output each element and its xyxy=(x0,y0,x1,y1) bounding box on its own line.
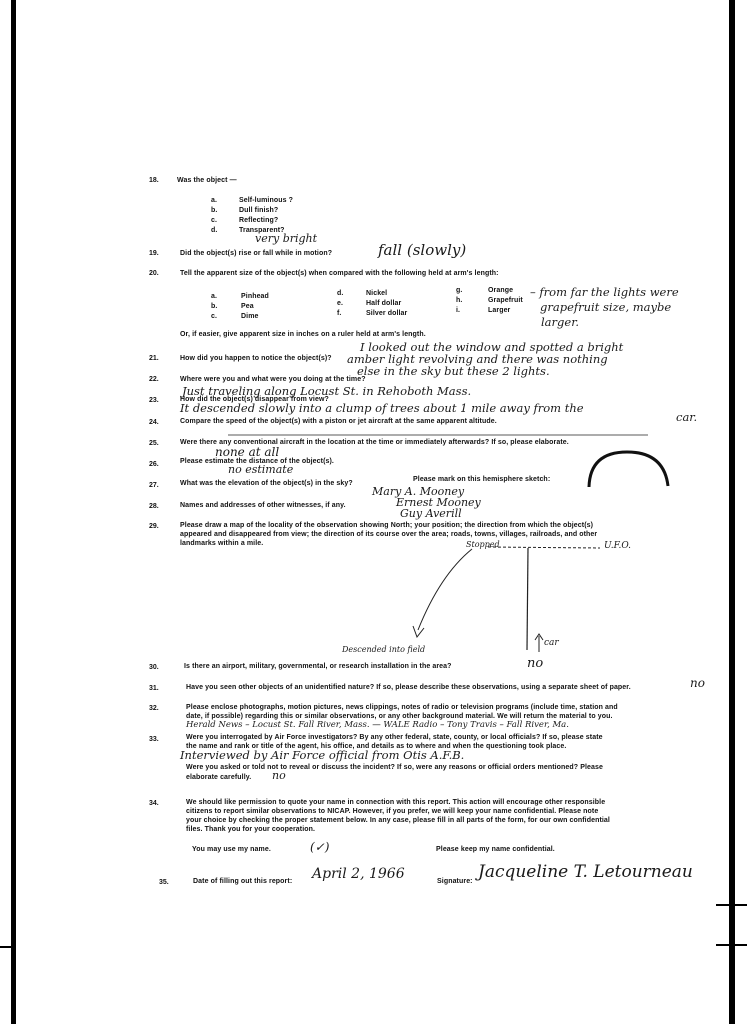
q24-number: 24. xyxy=(149,419,159,426)
q20-letter: g. xyxy=(456,287,463,294)
hemisphere-sketch xyxy=(589,452,668,487)
q18-option-letter: a. xyxy=(211,197,218,204)
q21-answer: I looked out the window and spotted a bright xyxy=(360,340,624,354)
q31-question: Have you seen other objects of an unidentified nature? If so, please describe these observations, using a separate sheet of paper. xyxy=(186,684,631,691)
q20-label: Dime xyxy=(241,313,259,320)
q32-question: date, if possible) regarding this or similar observations, or any other background material. We will return the material to you. xyxy=(186,713,613,720)
q20-label: Nickel xyxy=(366,290,388,297)
q22-question: Where were you and what were you doing at the time? xyxy=(180,376,366,383)
q18-option-label: Transparent? xyxy=(239,227,285,234)
report-date: April 2, 1966 xyxy=(312,866,405,882)
q20-label: Grapefruit xyxy=(488,297,523,304)
q26-number: 26. xyxy=(149,461,159,468)
q25-number: 25. xyxy=(149,440,159,447)
signature: Jacqueline T. Letourneau xyxy=(478,862,693,882)
q22-number: 22. xyxy=(149,376,159,383)
q26-question: Please estimate the distance of the object(s). xyxy=(180,458,334,465)
q32-number: 32. xyxy=(149,705,159,712)
q20-letter: d. xyxy=(337,290,344,297)
q29-question: landmarks within a mile. xyxy=(180,540,264,547)
q35-date-label: Date of filling out this report: xyxy=(193,878,293,885)
q23-answer: It descended slowly into a clump of trees about 1 mile away from the xyxy=(180,401,584,415)
q19-answer: fall (slowly) xyxy=(378,241,467,259)
map-ufo-path xyxy=(488,547,600,548)
q20-label: Silver dollar xyxy=(366,310,408,317)
q27-number: 27. xyxy=(149,482,159,489)
q32-question: Please enclose photographs, motion pictures, news clippings, notes of radio or television programs (include time, station and xyxy=(186,704,618,711)
q20-label: Pea xyxy=(241,303,254,310)
q34-text: We should like permission to quote your name in connection with this report. This action will encourage other responsible xyxy=(186,799,606,806)
q21-answer: amber light revolving and there was nothing xyxy=(347,352,608,366)
map-label-stopped: Stopped xyxy=(466,540,500,549)
q31-number: 31. xyxy=(149,685,159,692)
q20-label: Larger xyxy=(488,307,511,314)
q33-answer: no xyxy=(272,769,286,782)
signature-label: Signature: xyxy=(437,878,473,885)
q18-option-letter: c. xyxy=(211,217,218,224)
q21-number: 21. xyxy=(149,355,159,362)
q21-answer: else in the sky but these 2 lights. xyxy=(357,364,550,378)
q18-number: 18. xyxy=(149,177,159,184)
q20-alt-instruction: Or, if easier, give apparent size in inches on a ruler held at arm's length. xyxy=(180,331,426,338)
q33-question: the name and rank or title of the agent, his office, and details as to where and when the questioning took place. xyxy=(186,743,567,750)
q31-answer: no xyxy=(690,676,705,690)
q27-question: What was the elevation of the object(s) in the sky? xyxy=(180,480,353,487)
q29-question: Please draw a map of the locality of the observation showing North; your position; the direction from which the object(s) xyxy=(180,522,594,529)
q30-question: Is there an airport, military, governmental, or research installation in the area? xyxy=(184,663,452,670)
q26-answer: no estimate xyxy=(228,463,294,476)
map-label-descended: Descended into field xyxy=(342,645,426,654)
q20-answer: grapefruit size, maybe xyxy=(540,300,672,314)
q21-question: How did you happen to notice the object(s)? xyxy=(180,355,332,362)
q19-number: 19. xyxy=(149,250,159,257)
q34-text: your choice by checking the proper statement below. In any case, please fill in all parts of the form, for our own confidential xyxy=(186,817,610,824)
q25-answer: none at all xyxy=(215,445,280,459)
q23-number: 23. xyxy=(149,397,159,404)
map-descent-path xyxy=(418,549,472,630)
q20-letter: b. xyxy=(211,303,218,310)
q33-number: 33. xyxy=(149,736,159,743)
q18-option-label: Self-luminous ? xyxy=(239,197,293,204)
q30-answer: no xyxy=(527,656,544,671)
q18-option-label: Reflecting? xyxy=(239,217,279,224)
use-name-option: You may use my name. xyxy=(192,846,271,853)
q20-answer: larger. xyxy=(541,315,580,329)
q29-number: 29. xyxy=(149,523,159,530)
q28-witness: Ernest Mooney xyxy=(396,496,481,509)
q33-question: Were you asked or told not to reveal or discuss the incident? If so, were any reasons or official orders mentioned? Please xyxy=(186,764,604,771)
q20-label: Half dollar xyxy=(366,300,402,307)
map-label-ufo: U.F.O. xyxy=(604,541,632,551)
q23-answer-continued: car. xyxy=(676,410,698,424)
q20-letter: c. xyxy=(211,313,218,320)
q20-label: Orange xyxy=(488,287,514,294)
q27-hemisphere-instruction: Please mark on this hemisphere sketch: xyxy=(413,476,551,483)
q23-question: How did the object(s) disappear from view? xyxy=(180,396,329,403)
map-label-car: car xyxy=(544,638,559,648)
q34-text: citizens to report similar observations to NICAP. However, if you prefer, we will keep your name confidential. Please note xyxy=(186,808,599,815)
q33-question: elaborate carefully. xyxy=(186,774,252,781)
q18-answer: very bright xyxy=(255,232,318,245)
q24-question: Compare the speed of the object(s) with a piston or jet aircraft at the same apparent altitude. xyxy=(180,418,497,425)
q20-letter: a. xyxy=(211,293,218,300)
q20-label: Pinhead xyxy=(241,293,269,300)
q19-question: Did the object(s) rise or fall while in motion? xyxy=(180,250,333,257)
q28-witness: Guy Averill xyxy=(400,507,462,520)
q29-question: appeared and disappeared from view; the direction of its course over the area; roads, towns, villages, railroads, and other xyxy=(180,531,598,538)
use-name-checkmark: (✓) xyxy=(310,840,330,854)
q33-question: Were you interrogated by Air Force investigators? By any other federal, state, county, or local officials? If so, please state xyxy=(186,734,603,741)
map-road xyxy=(527,548,528,650)
q32-answer: Herald News – Locust St. Fall River, Mass. — WALE Radio – Tony Travis – Fall River, Ma. xyxy=(186,720,569,730)
q18-question: Was the object — xyxy=(177,177,237,184)
q28-number: 28. xyxy=(149,503,159,510)
q35-number: 35. xyxy=(159,879,169,886)
q33-answer: Interviewed by Air Force official from Otis A.F.B. xyxy=(180,748,465,762)
q28-witness: Mary A. Mooney xyxy=(372,485,465,498)
q20-letter: e. xyxy=(337,300,344,307)
q18-option-label: Dull finish? xyxy=(239,207,279,214)
q20-question: Tell the apparent size of the object(s) when compared with the following held at arm's length: xyxy=(180,270,499,277)
q25-question: Were there any conventional aircraft in the location at the time or immediately afterwards? If so, please elaborate. xyxy=(180,439,569,446)
q20-answer: – from far the lights were xyxy=(530,285,679,299)
q34-text: files. Thank you for your cooperation. xyxy=(186,826,316,833)
q34-number: 34. xyxy=(149,800,159,807)
q22-answer: Just traveling along Locust St. in Rehoboth Mass. xyxy=(182,384,472,398)
q20-letter: h. xyxy=(456,297,463,304)
q20-number: 20. xyxy=(149,270,159,277)
confidential-option: Please keep my name confidential. xyxy=(436,846,555,853)
q18-option-letter: d. xyxy=(211,227,218,234)
q18-option-letter: b. xyxy=(211,207,218,214)
q20-letter: i. xyxy=(456,307,461,314)
q20-letter: f. xyxy=(337,310,342,317)
q28-question: Names and addresses of other witnesses, if any. xyxy=(180,502,346,509)
q30-number: 30. xyxy=(149,664,159,671)
